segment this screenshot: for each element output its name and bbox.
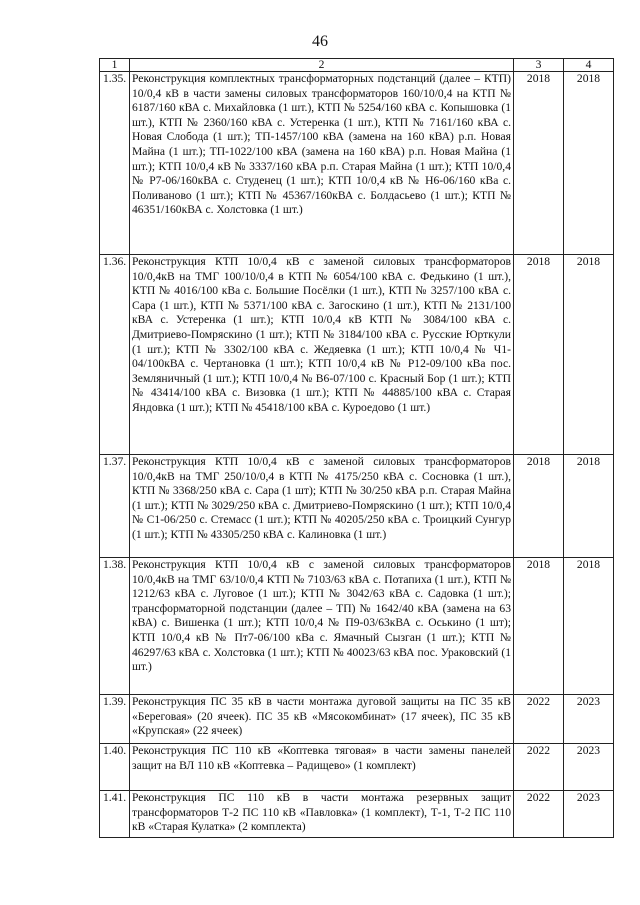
row-end-year: 2018 (564, 72, 614, 255)
table-row (100, 72, 614, 255)
row-end-year: 2023 (564, 695, 614, 744)
row-start-year: 2018 (514, 255, 564, 455)
page-number: 46 (312, 33, 328, 50)
row-description: Реконструкция ПС 110 кВ «Коптевка тяговая» в части замены панелей защит на ВЛ 110 кВ «Коптевка – Радищево» (1 комплект) (130, 744, 514, 791)
row-number: 1.41. (100, 791, 130, 838)
row-start-year: 2022 (514, 695, 564, 744)
row-description: Реконструкция комплектных трансформаторных подстанций (далее – КТП) 10/0,4 кВ в части замены силовых трансформаторов 160/10/0,4 на КТП № 6187/160 кВА с. Михайловка (1 шт.), КТП № 5254/160 кВА с. Копышовка (1 шт.), КТП № 2360/160 кВА с. Устеренка (1 шт.), КТП № 7161/160 кВА с. Новая Слобода (1 шт.); ТП-1457/100 кВА (замена на 160 кВА) р.п. Новая Майна (1 шт.); ТП-1022/100 кВА (замена на 160 кВА) р.п. Новая Майна (1 шт.); КТП 10/0,4 кВ № 3337/160 кВА р.п. Старая Майна (1 шт.); КТП 10/0,4 № Р7-06/160кВА с. Студенец (1 шт.); КТП 10/0,4 кВ № Н6-06/160 кВа с. Поливаново (1 шт.); КТП № 45367/160кВА с. Болдасьево (1 шт.); КТП № 46351/160кВА с. Холстовка (1 шт.) (130, 72, 514, 255)
row-end-year: 2018 (564, 455, 614, 558)
row-start-year: 2018 (514, 558, 564, 695)
column-header-4: 4 (564, 59, 614, 72)
row-end-year: 2018 (564, 558, 614, 695)
row-end-year: 2023 (564, 791, 614, 838)
row-start-year: 2022 (514, 791, 564, 838)
row-number: 1.39. (100, 695, 130, 744)
column-header-3: 3 (514, 59, 564, 72)
table-header-row (100, 59, 614, 72)
row-end-year: 2023 (564, 744, 614, 791)
row-start-year: 2018 (514, 455, 564, 558)
table-row (100, 558, 614, 695)
row-description: Реконструкция КТП 10/0,4 кВ с заменой силовых трансформаторов 10/0,4кВ на ТМГ 100/10/0,4 в КТП № 6054/100 кВА с. Федькино (1 шт.), КТП № 4016/100 кВа с. Большие Посёлки (1 шт.), КТП № 3257/100 кВА с. Сара (1 шт.), КТП № 5371/100 кВА с. Загоскино (1 шт.), КТП № 2131/100 кВА с. Устеренка (1 шт.); КТП 10/0,4 кВ КТП № 3084/100 кВА с. Дмитриево-Помряскино (1 шт.); КТП № 3184/100 кВА с. Русские Юрткули (1 шт.); КТП № 3302/100 кВА с. Жедяевка (1 шт.); КТП 10/0,4 № Ч1-04/100кВА с. Чертановка (1 шт.); КТП 10/0,4 кВ № Р12-09/100 кВа пос. Земляничный (1 шт.); КТП 10/0,4 № В6-07/100 с. Красный Бор (1 шт.); КТП № 43414/100 кВА с. Визовка (1 шт.); КТП № 44885/100 кВА с. Старая Яндовка (1 шт.); КТП № 45418/100 кВА с. Куроедово (1 шт.) (130, 255, 514, 455)
row-number: 1.40. (100, 744, 130, 791)
row-number: 1.38. (100, 558, 130, 695)
column-header-2: 2 (130, 59, 514, 72)
table-row (100, 255, 614, 455)
projects-table (99, 58, 614, 838)
row-start-year: 2022 (514, 744, 564, 791)
row-start-year: 2018 (514, 72, 564, 255)
table-row (100, 695, 614, 744)
table-row (100, 744, 614, 791)
table-row (100, 455, 614, 558)
row-end-year: 2018 (564, 255, 614, 455)
row-description: Реконструкция ПС 35 кВ в части монтажа дуговой защиты на ПС 35 кВ «Береговая» (20 ячеек). ПС 35 кВ «Мясокомбинат» (17 ячеек), ПС 35 кВ «Крупская» (22 ячеек) (130, 695, 514, 744)
row-description: Реконструкция ПС 110 кВ в части монтажа резервных защит трансформаторов Т-2 ПС 110 кВ «Павловка» (1 комплект), Т-1, Т-2 ПС 110 кВ «Старая Кулатка» (2 комплекта) (130, 791, 514, 838)
column-header-1: 1 (100, 59, 130, 72)
row-number: 1.37. (100, 455, 130, 558)
row-number: 1.35. (100, 72, 130, 255)
row-description: Реконструкция КТП 10/0,4 кВ с заменой силовых трансформаторов 10/0,4кВ на ТМГ 63/10/0,4 КТП № 7103/63 кВА с. Потапиха (1 шт.), КТП № 1212/63 кВА с. Луговое (1 шт.); КТП № 3042/63 кВА с. Садовка (1 шт.); трансформаторной подстанции (далее – ТП) № 1642/40 кВА (замена на 63 кВА) с. Вишенка (1 шт.); КТП 10/0,4 № П9-03/63кВА с. Оськино (1 шт); КТП 10/0,4 кВ № Пт7-06/100 кВа с. Ямачный Сызган (1 шт.); КТП № 46297/63 кВА с. Холстовка (1 шт.); КТП № 40023/63 кВА пос. Ураковский (1 шт.) (130, 558, 514, 695)
table-row (100, 791, 614, 838)
row-number: 1.36. (100, 255, 130, 455)
row-description: Реконструкция КТП 10/0,4 кВ с заменой силовых трансформаторов 10/0,4кВ на ТМГ 250/10/0,4 в КТП № 4175/250 кВА с. Сосновка (1 шт.), КТП № 3368/250 кВА с. Сара (1 шт); КТП № 30/250 кВА р.п. Старая Майна (1 шт.); КТП № 3029/250 кВА с. Дмитриево-Помряскино (1 шт.); КТП 10/0,4 № С1-06/250 с. Стемасс (1 шт.); КТП № 40205/250 кВА с. Троицкий Сунгур (1 шт.); КТП № 43305/250 кВА с. Калиновка (1 шт.) (130, 455, 514, 558)
